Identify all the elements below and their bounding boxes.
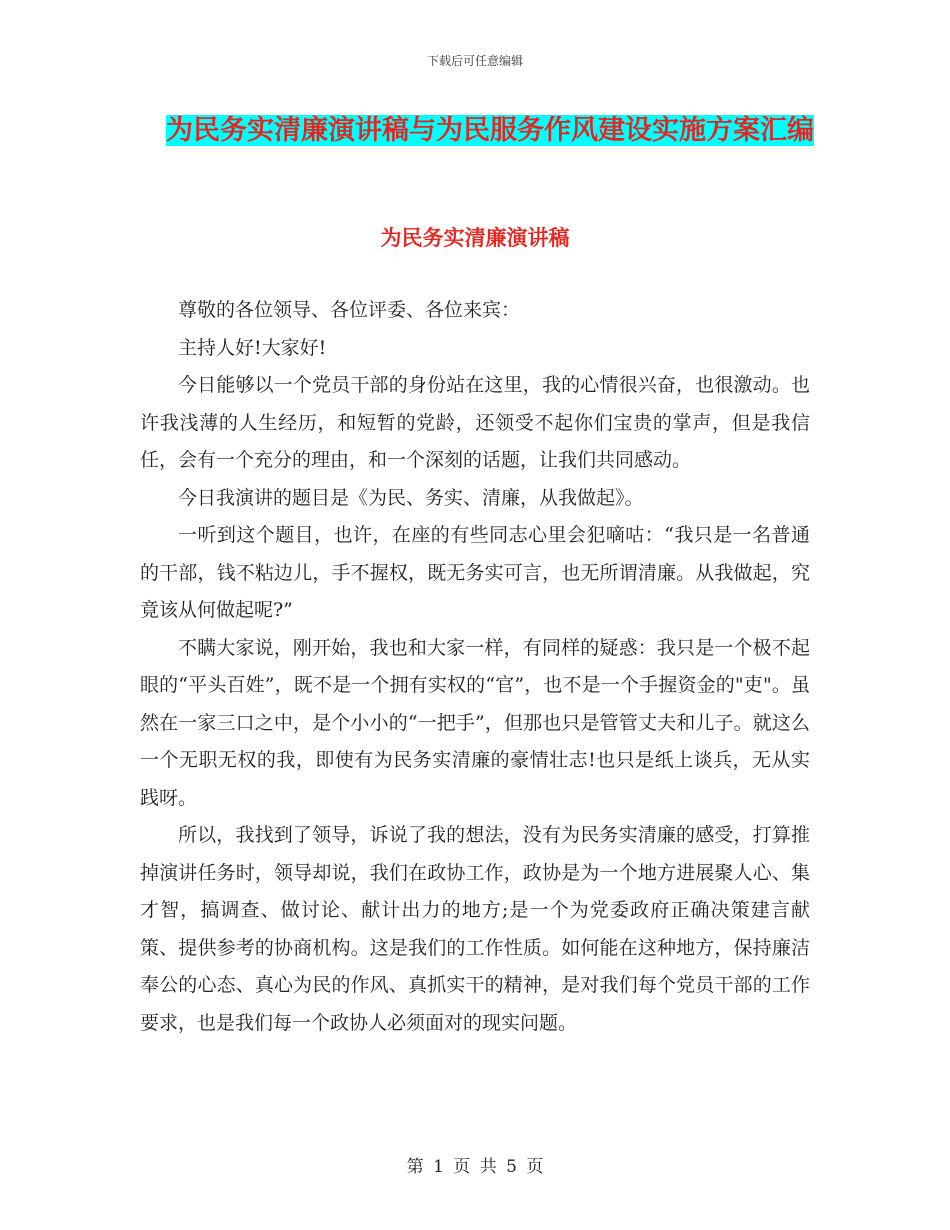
page-header-note: 下载后可任意编辑	[426, 54, 523, 68]
document-title-text: 为民务实清廉演讲稿与为民服务作风建设实施方案汇编	[166, 115, 814, 146]
paragraph: 不瞒大家说，刚开始，我也和大家一样，有同样的疑惑：我只是一个极不起眼的“平头百姓”，既不是一个拥有实权的“官”，也不是一个手握资金的"吏"。虽然在一家三口之中，是个小小的“一把手”，但那也只是管管丈夫和儿子。就这么一个无职无权的我，即使有为民务实清廉的豪情壮志!也只是纸上谈兵，无从实践呀。	[140, 636, 810, 809]
paragraph: 尊敬的各位领导、各位评委、各位来宾：	[178, 299, 521, 321]
paragraph: 今日能够以一个党员干部的身份站在这里，我的心情很兴奋，也很激动。也许我浅薄的人生经历，和短暂的党龄，还领受不起你们宝贵的掌声，但是我信任，会有一个充分的理由，和一个深刻的话题，让我们共同感动。	[140, 374, 810, 471]
paragraph: 所以，我找到了领导，诉说了我的想法，没有为民务实清廉的感受，打算推掉演讲任务时，领导却说，我们在政协工作，政协是为一个地方进展聚人心、集才智，搞调查、做讨论、献计出力的地方;是一个为党委政府正确决策建言献策、提供参考的协商机构。这是我们的工作性质。如何能在这种地方，保持廉洁奉公的心态、真心为民的作风、真抓实干的精神，是对我们每个党员干部的工作要求，也是我们每一个政协人必须面对的现实问题。	[140, 824, 810, 1034]
paragraph: 今日我演讲的题目是《为民、务实、清廉，从我做起》。	[178, 486, 644, 509]
page-footer: 第 1 页 共 5 页	[406, 1157, 544, 1177]
document-title	[150, 108, 830, 154]
speech-body	[140, 292, 810, 1042]
paragraph: 主持人好!大家好!	[178, 336, 327, 359]
paragraph: 一听到这个题目，也许，在座的有些同志心里会犯嘀咕：“我只是一名普通的干部，钱不粘边儿，手不握权，既无务实可言，也无所谓清廉。从我做起，究竟该从何做起呢?”	[140, 524, 810, 621]
section-title: 为民务实清廉演讲稿	[380, 226, 570, 250]
